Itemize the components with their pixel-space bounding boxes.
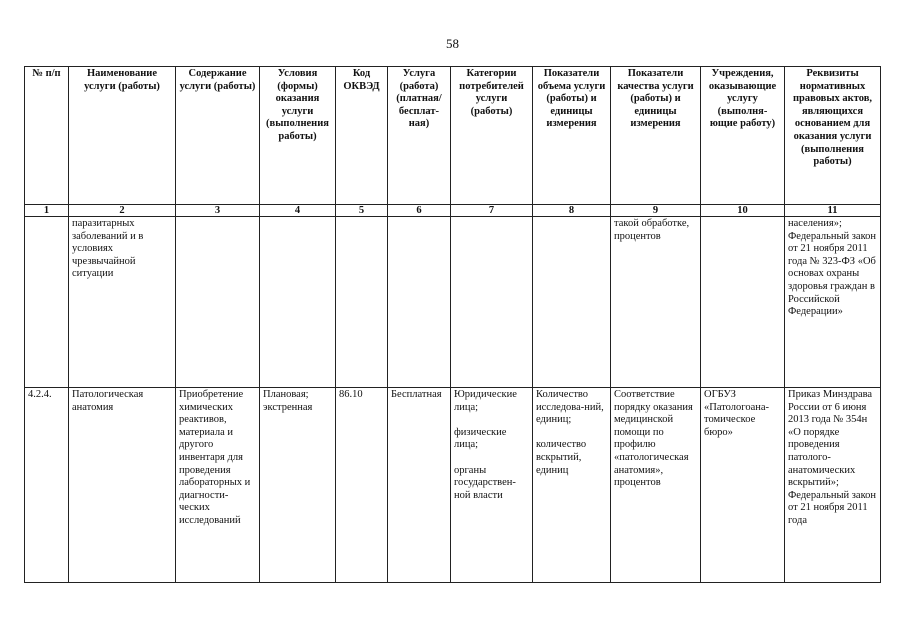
table-cell <box>260 217 336 388</box>
table-cell: Приказ Минздрава России от 6 июня 2013 года № 354н «О порядке проведения патолого-анатомических вскрытий»; Федеральный закон от 21 ноября 2011 года <box>785 388 881 583</box>
header-cell: Показатели объема услуги (работы) и единицы измерения <box>533 67 611 205</box>
table-row <box>25 217 881 388</box>
table-cell: 86.10 <box>336 388 388 583</box>
services-table <box>24 66 881 583</box>
page-number: 58 <box>446 36 459 51</box>
header-cell: Наименование услуги (работы) <box>69 67 176 205</box>
table-cell: такой обработке, процентов <box>611 217 701 388</box>
table-cell: Соответствие порядку оказания медицинской помощи по профилю «патологическая анатомия», процентов <box>611 388 701 583</box>
table-cell: 4.2.4. <box>25 388 69 583</box>
table-cell: Бесплатная <box>388 388 451 583</box>
table-cell <box>336 217 388 388</box>
table-cell: Приобретение химических реактивов, материала и другого инвентаря для проведения лабораторных и диагности-ческих исследований <box>176 388 260 583</box>
header-cell: Реквизиты нормативных правовых актов, являющихся основанием для оказания услуги (выполнения работы) <box>785 67 881 205</box>
column-number: 9 <box>611 205 701 217</box>
table-row <box>25 388 881 583</box>
table-cell: паразитарных заболеваний и в условиях чрезвычайной ситуации <box>69 217 176 388</box>
table-cell: ОГБУЗ «Патологоана-томическое бюро» <box>701 388 785 583</box>
table-cell <box>533 217 611 388</box>
column-number: 1 <box>25 205 69 217</box>
header-cell: Содержание услуги (работы) <box>176 67 260 205</box>
header-cell: Условия (формы) оказания услуги (выполнения работы) <box>260 67 336 205</box>
table-cell: Юридические лица; физические лица; органы государствен-ной власти <box>451 388 533 583</box>
header-cell: Показатели качества услуги (работы) и единицы измерения <box>611 67 701 205</box>
column-number: 11 <box>785 205 881 217</box>
header-cell: Учреждения, оказывающие услугу (выполня-ющие работу) <box>701 67 785 205</box>
column-number: 2 <box>69 205 176 217</box>
header-row <box>25 67 881 205</box>
column-number: 6 <box>388 205 451 217</box>
header-cell: Код ОКВЭД <box>336 67 388 205</box>
table-cell <box>176 217 260 388</box>
table-cell <box>701 217 785 388</box>
table-cell: Патологическая анатомия <box>69 388 176 583</box>
header-cell: Категории потребителей услуги (работы) <box>451 67 533 205</box>
column-number: 10 <box>701 205 785 217</box>
table-cell: населения»; Федеральный закон от 21 ноября 2011 года № 323-ФЗ «Об основах охраны здоровья граждан в Российской Федерации» <box>785 217 881 388</box>
table-cell <box>451 217 533 388</box>
header-cell: Услуга (работа) (платная/ бесплат-ная) <box>388 67 451 205</box>
table-cell <box>25 217 69 388</box>
table-cell <box>388 217 451 388</box>
column-number: 3 <box>176 205 260 217</box>
table-cell: Плановая; экстренная <box>260 388 336 583</box>
column-number: 7 <box>451 205 533 217</box>
column-number: 8 <box>533 205 611 217</box>
column-number: 4 <box>260 205 336 217</box>
table-cell: Количество исследова-ний, единиц; количество вскрытий, единиц <box>533 388 611 583</box>
column-number-row <box>25 205 881 217</box>
header-cell: № п/п <box>25 67 69 205</box>
column-number: 5 <box>336 205 388 217</box>
